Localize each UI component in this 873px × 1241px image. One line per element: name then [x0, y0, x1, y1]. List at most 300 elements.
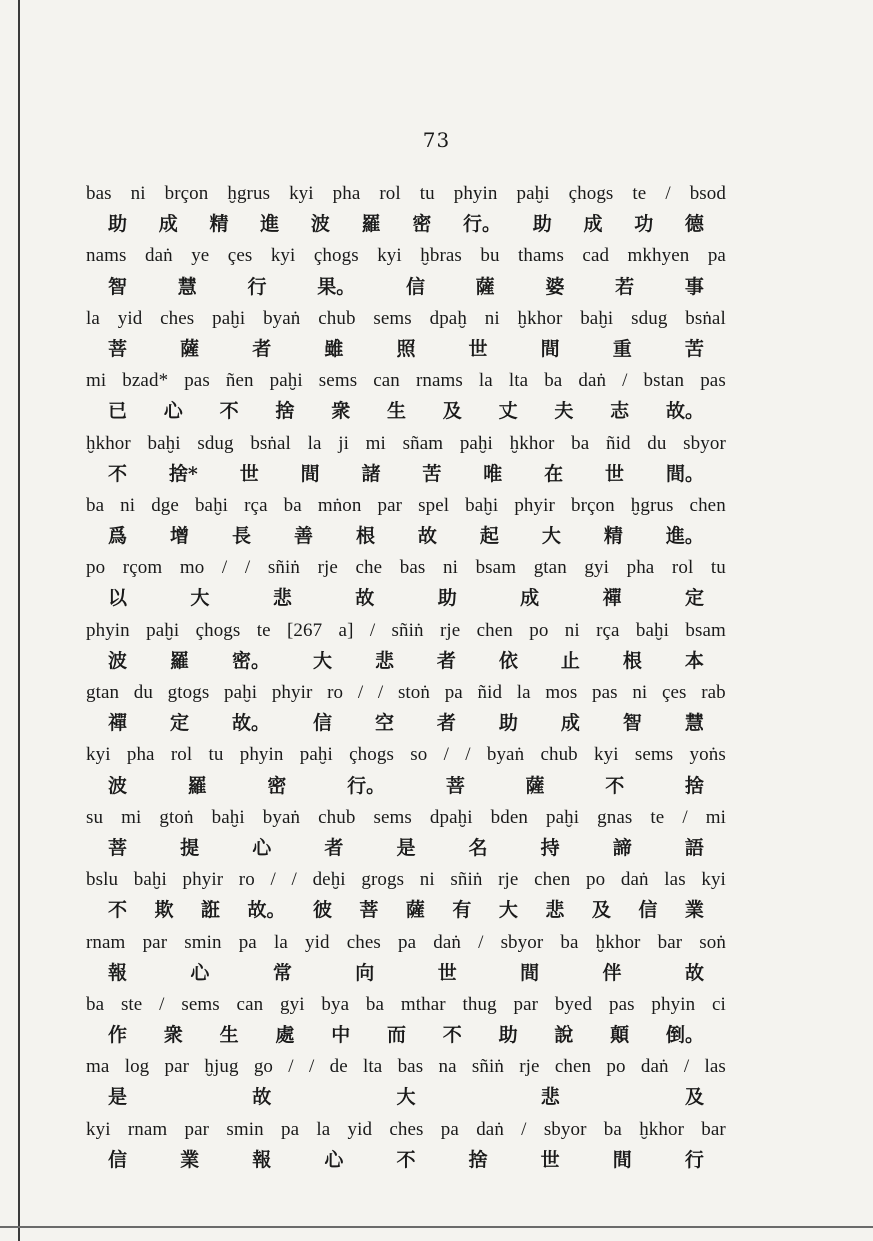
- word: /: [521, 1118, 527, 1140]
- word: /: [465, 744, 471, 766]
- word: soṅ: [699, 931, 726, 953]
- word: so: [410, 744, 428, 766]
- word: ḫkhor: [86, 432, 131, 454]
- word: byaṅ: [262, 806, 301, 828]
- word: ḫkhor: [639, 1118, 685, 1140]
- word: la: [273, 931, 288, 953]
- word: 長: [231, 525, 251, 548]
- word: mkhyen: [627, 245, 690, 267]
- chinese-line: [86, 833, 726, 864]
- word: 常: [272, 961, 292, 984]
- word: 已: [108, 400, 128, 423]
- word: ni: [564, 619, 580, 641]
- word: bas: [399, 557, 426, 579]
- word: daṅ: [578, 370, 607, 392]
- word: ye: [191, 245, 210, 267]
- tibetan-line: [86, 490, 726, 521]
- chinese-line: [86, 1145, 726, 1176]
- word: ñid: [477, 682, 503, 703]
- word: la: [478, 370, 493, 392]
- tibetan-line: [86, 989, 726, 1020]
- word: 不: [605, 774, 625, 797]
- word: 作: [108, 1024, 128, 1047]
- word: tu: [710, 557, 726, 579]
- word: tu: [419, 183, 435, 204]
- word: /: [665, 183, 671, 204]
- tibetan-line: [86, 1051, 726, 1082]
- word: 丈: [498, 400, 518, 423]
- word: sñiṅ: [450, 869, 483, 891]
- word: /: [377, 682, 384, 703]
- word: ba: [86, 993, 105, 1015]
- word: dpaḫi: [429, 806, 473, 828]
- page-number: 73: [422, 128, 451, 152]
- word: pas: [592, 682, 618, 703]
- word: çes: [661, 682, 687, 703]
- word: 心: [190, 961, 210, 984]
- word: 世: [437, 961, 457, 984]
- word: gyi: [280, 993, 305, 1015]
- word: 名: [468, 836, 488, 859]
- word: rol: [671, 557, 694, 579]
- word: ba: [603, 1118, 622, 1140]
- word: 業: [180, 1148, 200, 1171]
- chinese-line: [86, 396, 726, 427]
- word: par: [513, 993, 539, 1015]
- tibetan-line: [86, 864, 726, 895]
- word: paḫi: [459, 432, 493, 454]
- word: 間: [300, 462, 320, 485]
- word: 故: [252, 1086, 272, 1109]
- word: ni: [120, 494, 136, 516]
- word: mṅon: [317, 494, 362, 516]
- word: çhogs: [195, 619, 241, 641]
- word: 業: [684, 899, 704, 922]
- word: ni: [419, 869, 435, 891]
- word: çhogs: [349, 744, 394, 766]
- word: 世: [605, 462, 625, 485]
- word: ji: [338, 432, 349, 454]
- tibetan-line: [86, 303, 726, 334]
- word: 成: [520, 587, 540, 610]
- word: chen: [689, 494, 726, 516]
- word: byed: [554, 993, 593, 1015]
- word: kyi: [701, 869, 726, 891]
- word: 悲: [374, 649, 394, 672]
- word: ni: [443, 557, 458, 579]
- tibetan-line: [86, 802, 726, 833]
- tibetan-line: [86, 178, 726, 209]
- word: brçon: [164, 183, 209, 204]
- word: la: [307, 432, 322, 454]
- chinese-line: [86, 583, 726, 614]
- word: baḫi: [194, 494, 229, 516]
- word: smin: [184, 931, 222, 953]
- word: par: [142, 931, 168, 953]
- word: rçom: [122, 557, 163, 579]
- word: /: [682, 806, 688, 828]
- word: che: [355, 557, 383, 579]
- word: 間: [520, 961, 540, 984]
- word: te: [650, 806, 665, 828]
- word: bsṅal: [685, 307, 726, 329]
- word: 行: [684, 1148, 704, 1171]
- word: gtogs: [167, 682, 210, 703]
- word: 及: [684, 1086, 704, 1109]
- word: 密: [267, 774, 287, 797]
- word: 爲: [108, 525, 128, 548]
- word: paḫi: [545, 806, 580, 828]
- word: 羅: [187, 774, 207, 797]
- word: daṅ: [640, 1056, 669, 1078]
- word: bas: [397, 1056, 424, 1078]
- word: /: [369, 619, 376, 641]
- word: 悲: [272, 587, 292, 610]
- word: phyin: [239, 744, 284, 766]
- word: 向: [355, 961, 375, 984]
- word: gnas: [597, 806, 633, 828]
- word: 心: [324, 1148, 344, 1171]
- word: chub: [318, 806, 356, 828]
- word: 間。: [665, 462, 704, 485]
- word: /: [244, 557, 251, 579]
- word: par: [377, 494, 403, 516]
- word: 以: [108, 587, 128, 610]
- word: 波: [310, 213, 330, 236]
- word: yid: [347, 1118, 373, 1140]
- word: 行。: [347, 774, 386, 797]
- word: sems: [181, 993, 220, 1015]
- word: 羅: [169, 649, 189, 672]
- word: dge: [151, 494, 179, 516]
- word: 助: [108, 213, 128, 236]
- bottom-rule: [0, 1226, 873, 1228]
- word: 誑: [200, 899, 220, 922]
- word: 雖: [324, 337, 344, 360]
- word: 捨: [684, 774, 704, 797]
- word: ma: [86, 1056, 110, 1078]
- word: /: [443, 744, 449, 766]
- word: /: [291, 869, 297, 891]
- word: ches: [346, 931, 381, 953]
- word: gtoṅ: [159, 806, 194, 828]
- word: grogs: [361, 869, 405, 891]
- word: baḫi: [211, 806, 245, 828]
- word: 處: [275, 1024, 295, 1047]
- word: 慧: [684, 712, 704, 735]
- word: 間: [540, 337, 560, 360]
- word: par: [164, 1056, 190, 1078]
- word: phyir: [182, 869, 224, 891]
- word: ḫkhor: [509, 432, 555, 454]
- word: daṅ: [620, 869, 649, 891]
- word: 悲: [545, 899, 565, 922]
- word: 薩: [180, 337, 200, 360]
- page-edge-line: [18, 0, 20, 1241]
- word: ba: [283, 494, 302, 516]
- word: deḫi: [312, 869, 346, 891]
- word: 間: [612, 1148, 632, 1171]
- word: 信: [638, 899, 658, 922]
- word: du: [133, 682, 153, 703]
- word: 諦: [612, 836, 632, 859]
- word: pha: [126, 744, 155, 766]
- word: ci: [711, 993, 726, 1015]
- word: pa: [440, 1118, 459, 1140]
- word: spel: [418, 494, 450, 516]
- word: 根: [622, 649, 642, 672]
- word: 果。: [317, 275, 356, 298]
- word: 智: [108, 275, 128, 298]
- word: bsam: [475, 557, 517, 579]
- word: bstan: [643, 370, 685, 392]
- word: rje: [317, 557, 338, 579]
- word: 大: [541, 525, 561, 548]
- chinese-line: [86, 708, 726, 739]
- word: rça: [244, 494, 268, 516]
- chinese-line: [86, 334, 726, 365]
- word: 世: [468, 337, 488, 360]
- word: pha: [332, 183, 361, 204]
- word: tu: [208, 744, 224, 766]
- word: sems: [373, 307, 412, 329]
- word: byaṅ: [263, 307, 301, 329]
- chinese-line: [86, 895, 726, 926]
- word: chen: [476, 619, 513, 641]
- word: gyi: [584, 557, 609, 579]
- word: su: [86, 806, 104, 828]
- chinese-line: [86, 1020, 726, 1051]
- word: 根: [355, 525, 375, 548]
- word: 助: [532, 213, 552, 236]
- word: 依: [498, 649, 518, 672]
- word: baḫi: [635, 619, 670, 641]
- word: 婆: [545, 275, 565, 298]
- word: [267: [286, 619, 323, 641]
- word: 不: [108, 462, 128, 485]
- word: 進: [260, 213, 280, 236]
- word: pas: [700, 370, 726, 392]
- word: sñam: [402, 432, 444, 454]
- word: mi: [705, 806, 726, 828]
- word: 有: [452, 899, 472, 922]
- word: sems: [373, 806, 412, 828]
- word: lta: [363, 1056, 383, 1078]
- word: 菩: [108, 836, 128, 859]
- word: baḫi: [465, 494, 499, 516]
- word: 心: [163, 400, 183, 423]
- word: ba: [86, 494, 105, 516]
- chinese-line: [86, 771, 726, 802]
- word: par: [184, 1118, 210, 1140]
- word: sems: [634, 744, 674, 766]
- word: 是: [108, 1086, 128, 1109]
- word: 欺: [154, 899, 174, 922]
- word: paḫi: [212, 307, 246, 329]
- word: /: [622, 370, 628, 392]
- word: rça: [596, 619, 620, 641]
- word: 彼: [312, 899, 332, 922]
- word: 悲: [540, 1086, 560, 1109]
- word: chub: [318, 307, 356, 329]
- word: 密: [412, 213, 432, 236]
- word: las: [704, 1056, 726, 1078]
- word: 助: [437, 587, 457, 610]
- word: bu: [480, 245, 500, 267]
- word: smin: [226, 1118, 264, 1140]
- word: 故: [355, 587, 375, 610]
- word: 菩: [445, 774, 465, 797]
- word: ḫgrus: [630, 494, 674, 516]
- word: sñiṅ: [471, 1056, 504, 1078]
- word: 成: [560, 712, 580, 735]
- word: baḫi: [133, 869, 167, 891]
- word: daṅ: [144, 245, 173, 267]
- word: 行: [247, 275, 267, 298]
- word: /: [221, 557, 228, 579]
- word: ḫgrus: [227, 183, 271, 204]
- word: ḫkhor: [517, 307, 563, 329]
- tibetan-line: [86, 927, 726, 958]
- word: 不: [442, 1024, 462, 1047]
- word: rnam: [86, 931, 126, 953]
- word: 故。: [231, 712, 270, 735]
- word: phyir: [271, 682, 313, 703]
- word: rnam: [127, 1118, 168, 1140]
- word: rje: [519, 1056, 540, 1078]
- word: kyi: [86, 744, 111, 766]
- word: 信: [312, 712, 332, 735]
- chinese-line: [86, 459, 726, 490]
- word: ba: [560, 931, 579, 953]
- word: nams: [86, 245, 127, 267]
- word: 者: [252, 337, 272, 360]
- word: 進。: [665, 525, 704, 548]
- word: 衆: [331, 400, 351, 423]
- chinese-line: [86, 521, 726, 552]
- word: 在: [544, 462, 564, 485]
- word: 照: [396, 337, 416, 360]
- word: ba: [544, 370, 563, 392]
- word: chub: [540, 744, 578, 766]
- word: paḫi: [146, 619, 180, 641]
- word: 慧: [177, 275, 197, 298]
- word: 故: [684, 961, 704, 984]
- word: 夫: [554, 400, 574, 423]
- word: yid: [117, 307, 143, 329]
- word: te: [632, 183, 647, 204]
- word: 定: [684, 587, 704, 610]
- word: 起: [479, 525, 499, 548]
- word: bslu: [86, 869, 119, 891]
- word: ni: [130, 183, 146, 204]
- word: 苦: [684, 337, 704, 360]
- tibetan-line: [86, 552, 726, 583]
- word: phyin: [453, 183, 498, 204]
- word: pa: [280, 1118, 300, 1140]
- chinese-line: [86, 1082, 726, 1113]
- word: 故: [417, 525, 437, 548]
- word: de: [329, 1056, 348, 1078]
- word: bas: [86, 183, 112, 204]
- word: 生: [219, 1024, 239, 1047]
- word: la: [516, 682, 531, 703]
- word: po: [86, 557, 106, 579]
- word: ñid: [605, 432, 631, 454]
- word: 助: [498, 1024, 518, 1047]
- word: 說: [554, 1024, 574, 1047]
- word: 苦: [422, 462, 442, 485]
- word: 菩: [359, 899, 379, 922]
- word: 不: [108, 899, 128, 922]
- word: yoṅs: [689, 744, 726, 766]
- word: 大: [498, 899, 518, 922]
- word: 大: [190, 587, 210, 610]
- text-body: [86, 178, 726, 1176]
- word: çhogs: [568, 183, 614, 204]
- word: ches: [160, 307, 195, 329]
- word: phyin: [651, 993, 696, 1015]
- word: rje: [498, 869, 519, 891]
- word: 提: [180, 836, 200, 859]
- word: rol: [379, 183, 401, 204]
- word: du: [647, 432, 667, 454]
- word: yid: [304, 931, 330, 953]
- word: kyi: [270, 245, 296, 267]
- word: mi: [86, 370, 107, 392]
- word: 及: [591, 899, 611, 922]
- word: go: [253, 1056, 274, 1078]
- tibetan-line: [86, 1114, 726, 1145]
- word: ñen: [225, 370, 254, 392]
- word: 事: [684, 275, 704, 298]
- word: 增: [169, 525, 189, 548]
- word: 薩: [405, 899, 425, 922]
- word: 禪: [602, 587, 622, 610]
- word: pa: [397, 931, 417, 953]
- word: ḫbras: [420, 245, 462, 267]
- word: bar: [701, 1118, 726, 1140]
- word: 成: [583, 213, 603, 236]
- word: baḫi: [147, 432, 181, 454]
- word: 波: [108, 774, 128, 797]
- word: 唯: [483, 462, 503, 485]
- word: 定: [169, 712, 189, 735]
- word: /: [308, 1056, 315, 1078]
- word: dpaḫ: [429, 307, 467, 329]
- word: 空: [374, 712, 394, 735]
- word: ste: [120, 993, 143, 1015]
- word: sdug: [631, 307, 668, 329]
- word: 世: [239, 462, 259, 485]
- word: 中: [331, 1024, 351, 1047]
- word: 智: [622, 712, 642, 735]
- word: chen: [554, 1056, 592, 1078]
- word: mos: [545, 682, 578, 703]
- word: 及: [442, 400, 462, 423]
- word: 者: [436, 649, 456, 672]
- word: ba: [365, 993, 385, 1015]
- word: ches: [389, 1118, 424, 1140]
- word: 行。: [463, 213, 502, 236]
- word: 世: [540, 1148, 560, 1171]
- word: po: [606, 1056, 626, 1078]
- word: ni: [632, 682, 648, 703]
- word: rab: [701, 682, 726, 703]
- word: brçon: [570, 494, 615, 516]
- word: 不: [396, 1148, 416, 1171]
- word: can: [236, 993, 264, 1015]
